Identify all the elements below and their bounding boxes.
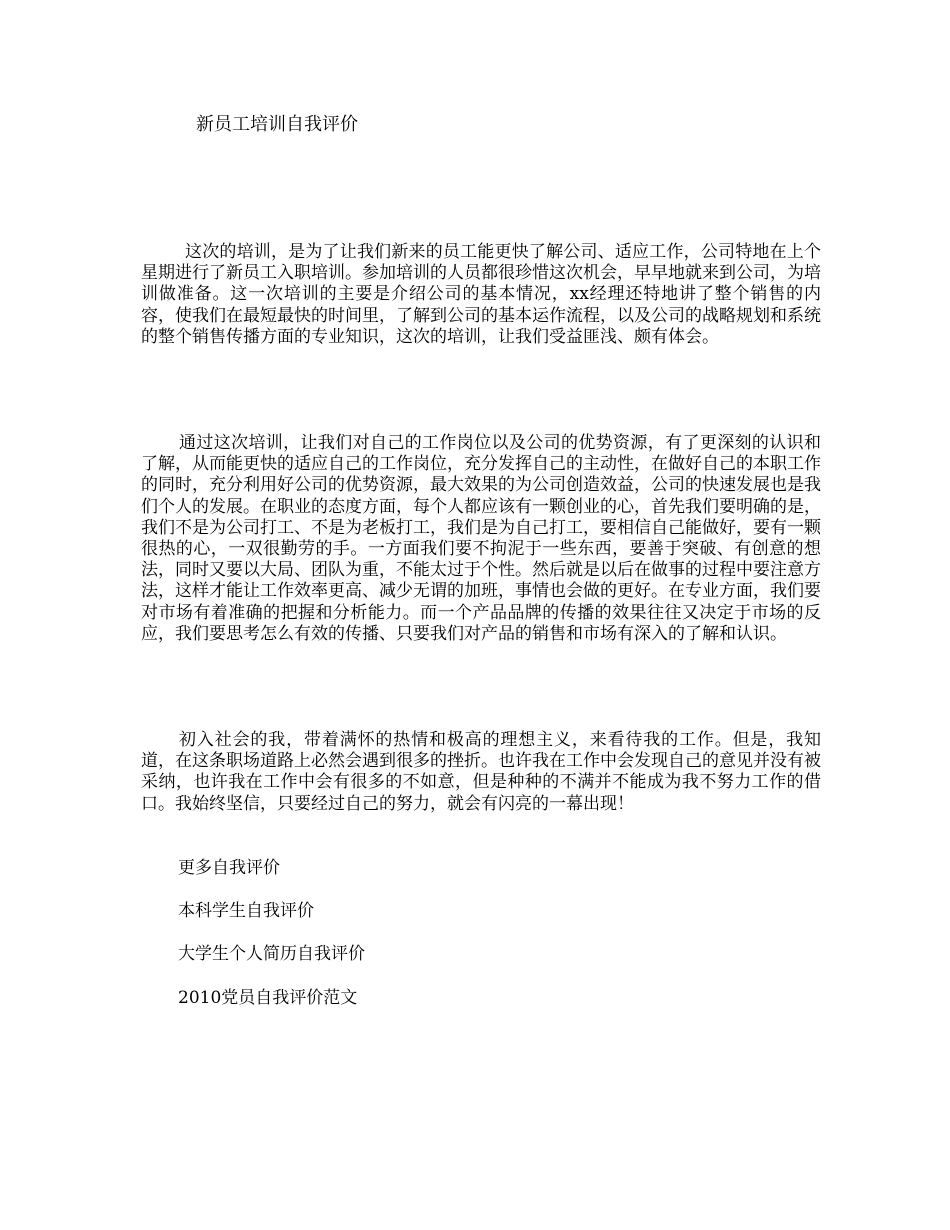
link-more-self-evaluation[interactable]: 更多自我评价 — [178, 858, 280, 878]
link-party-member-self-evaluation[interactable]: 2010党员自我评价范文 — [178, 988, 358, 1008]
link-undergraduate-self-evaluation[interactable]: 本科学生自我评价 — [178, 901, 314, 921]
link-resume-self-evaluation[interactable]: 大学生个人简历自我评价 — [178, 944, 365, 964]
document-title: 新员工培训自我评价 — [196, 114, 358, 135]
paragraph-personal-outlook: 初入社会的我，带着满怀的热情和极高的理想主义，来看待我的工作。但是，我知道，在这条职场道路上必然会遇到很多的挫折。也许我在工作中会发现自己的意见并没有被采纳，也许我在工作中会有很多的不如意，但是种种的不满并不能成为我不努力工作的借口。我始终坚信，只要经过自己的努力，就会有闪亮的一幕出现！ — [141, 730, 821, 814]
paragraph-training-reflection: 通过这次培训，让我们对自己的工作岗位以及公司的优势资源，有了更深刻的认识和了解，从而能更快的适应自己的工作岗位，充分发挥自己的主动性，在做好自己的本职工作的同时，充分利用好公司的优势资源，最大效果的为公司创造效益，公司的快速发展也是我们个人的发展。在职业的态度方面，每个人都应该有一颗创业的心，首先我们要明确的是，我们不是为公司打工、不是为老板打工，我们是为自己打工，要相信自己能做好，要有一颗很热的心，一双很勤劳的手。一方面我们要不拘泥于一些东西，要善于突破、有创意的想法，同时又要以大局、团队为重，不能太过于个性。然后就是以后在做事的过程中要注意方法，这样才能让工作效率更高、减少无谓的加班，事情也会做的更好。在专业方面，我们要对市场有着准确的把握和分析能力。而一个产品品牌的传播的效果往往又决定于市场的反应，我们要思考怎么有效的传播、只要我们对产品的销售和市场有深入的了解和认识。 — [141, 433, 821, 644]
paragraph-training-intro: 这次的培训，是为了让我们新来的员工能更快了解公司、适应工作，公司特地在上个星期进行了新员工入职培训。参加培训的人员都很珍惜这次机会，早早地就来到公司，为培训做准备。这一次培训的主要是介绍公司的基本情况，xx经理还特地讲了整个销售的内容，使我们在最短最快的时间里，了解到公司的基本运作流程，以及公司的战略规划和系统的整个销售传播方面的专业知识，这次的培训，让我们受益匪浅、颇有体会。 — [141, 242, 821, 347]
